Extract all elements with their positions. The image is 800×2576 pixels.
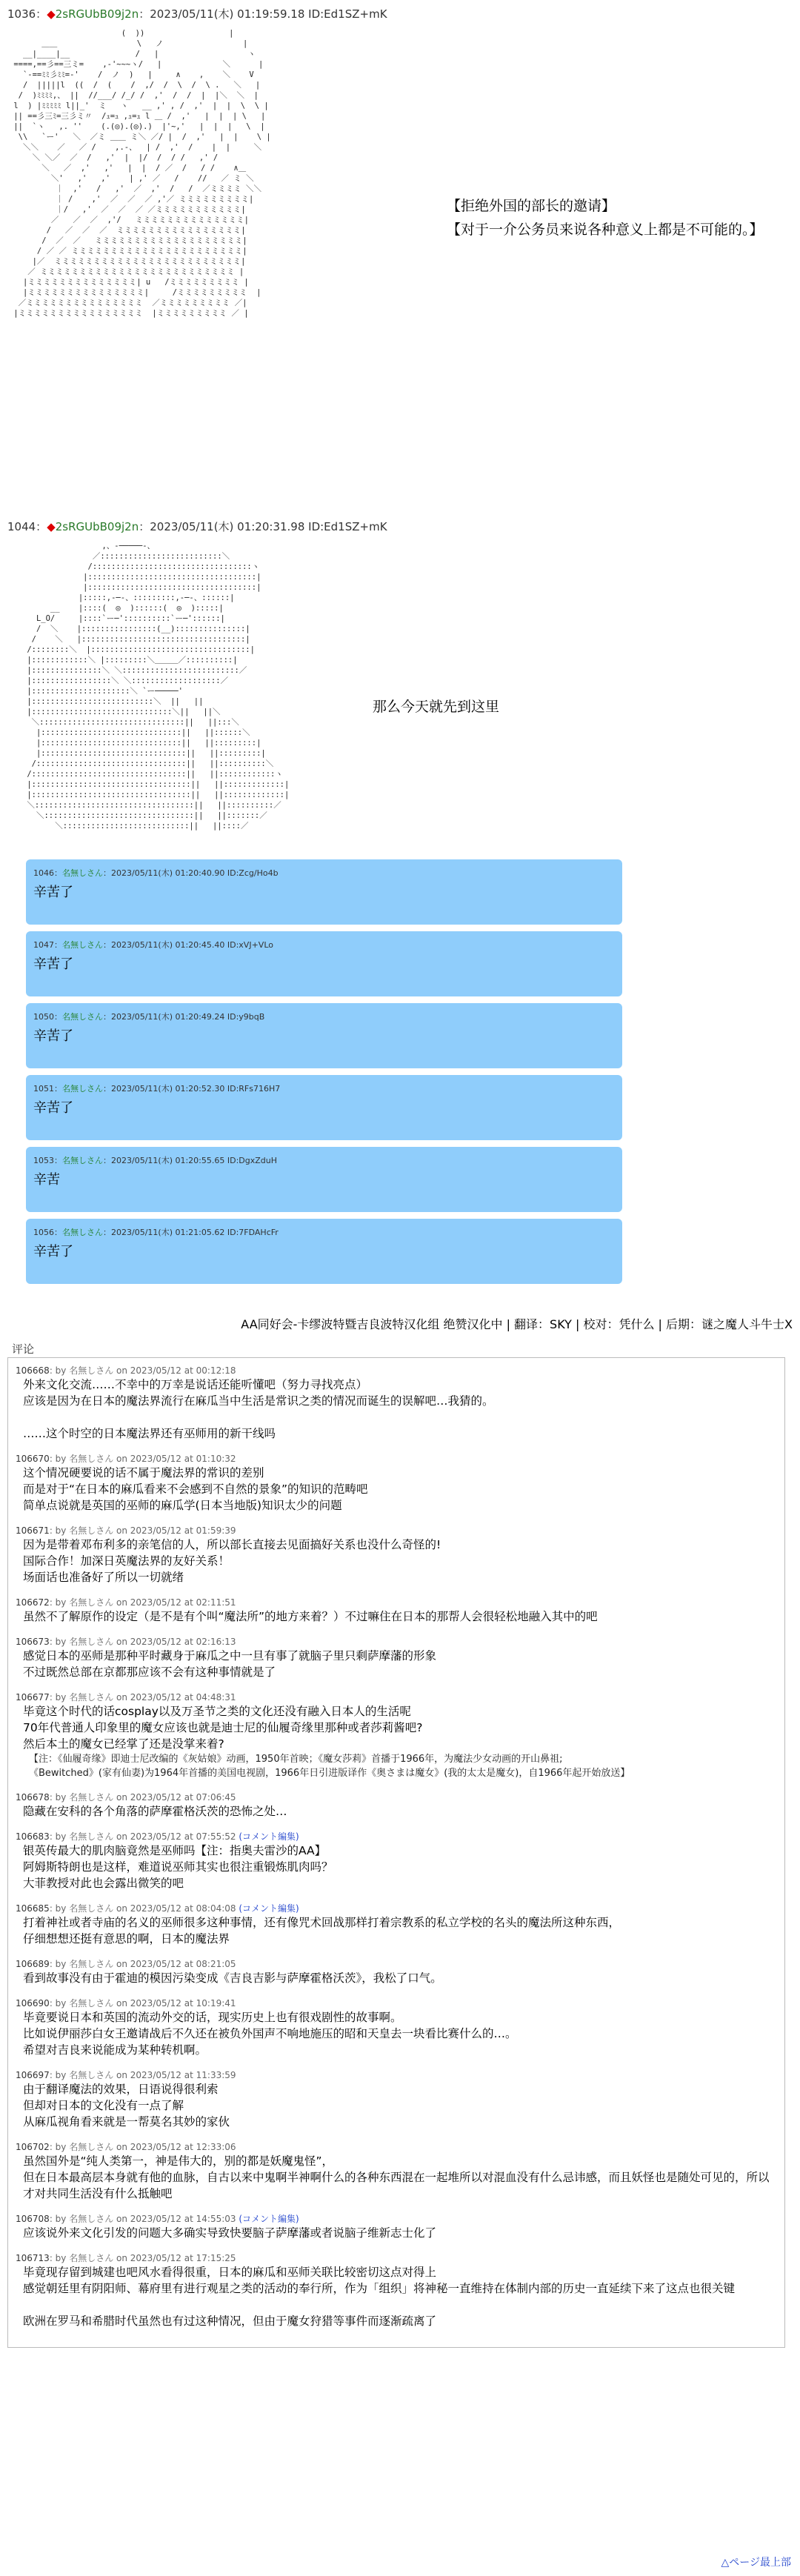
- reply-meta: [33, 1226, 279, 1238]
- reply-info: ：2023/05/11(木) 01:20:45.40 ID:xVJ+VLo: [103, 940, 273, 950]
- comment-text: 虽然国外是“纯人类第一，神是伟大的，别的都是妖魔鬼怪”， 但在日本最高层本身就有他的血脉，自古以来中鬼啊半神啊什么的各种东西混在一起堆所以对混血没有什么忌讳感，而且妖怪也是随处可见的，所以才对共同生活没有什么抵触吧: [23, 2154, 770, 2200]
- comment-id[interactable]: 106689: [16, 1959, 50, 1969]
- comment-author-date: : by 名無しさん on 2023/05/12 at 02:11:51: [49, 1597, 236, 1608]
- comment-header: [16, 1635, 776, 1648]
- comment-body: [16, 1648, 776, 1680]
- comment-item: [16, 1791, 776, 1820]
- reply-text: 辛苦了: [33, 956, 73, 972]
- comment-header: [16, 2251, 776, 2264]
- post-info: ：2023/05/11(木) 01:19:59.18 ID:Ed1SZ+mK: [139, 7, 387, 21]
- reply-text: 辛苦了: [33, 1100, 73, 1116]
- trip-code: 2sRGUbB09j2n: [55, 520, 139, 533]
- reply-number[interactable]: 1053：: [33, 1156, 62, 1165]
- comment-header: [16, 2069, 776, 2081]
- ascii-art-character: ,、-─────-、 ／::::::::::::::::::::::::::＼ /::::::::::::::::::::::::::::::::::ヽ |::::::::::::::::::::::::::::::::::::| |::::::::::::::::::::::::::::::::::::| |:::::,-─-、:::::::::,-─-、::::::| __ |::::( ◎ )::::::( ◎ ):::::| L_O/ |::::`ー─'::::::::::`ー─'::::::| / ＼ |::::::::::::::::(__):::::::::::::::| / ＼ |:::::::::::::::::::::::::::::::::::| /::::::::＼ |::::::::::::::::::::::::::::::::::| |::::::::::::＼ |:::::::::＼＿＿＿／::::::::::| |:::::::::::::::＼ ＼:::::::::::::::::::::::::／ |:::::::::::::::::＼ ＼:::::::::::::::::::／ |:::::::::::::::::::::＼ `ー─────' |::::::::::::::::::::::::::＼ || || |::::::::::::::::::::::::::::::＼|| ||＼ ＼:::::::::::::::::::::::::::::::|| ||:::＼ |::::::::::::::::::::::::::::::|| ||::::::＼ |::::::::::::::::::::::::::::::|| ||:::::::::| |:::::::::::::::::::::::::::::::|| ||:::::::::| /::::::::::::::::::::::::::::::::|| ||::::::::::＼ /:::::::::::::::::::::::::::::::::|| ||::::::::::::ヽ |::::::::::::::::::::::::::::::::::|| ||:::::::::::::| |::::::::::::::::::::::::::::::::::|| ||:::::::::::::| ＼::::::::::::::::::::::::::::::::::|| ||::::::::::／ ＼::::::::::::::::::::::::::::::::|| ||:::::::／ ＼:::::::::::::::::::::::::::|| ||::::／: [27, 542, 290, 831]
- comment-body: [16, 1537, 776, 1585]
- translation-credits: AA同好会-卡缪波特暨吉良波特汉化组 绝赞汉化中 | 翻译：SKY | 校对：凭什么 | 后期：谜之魔人斗牛士X: [241, 1317, 793, 1331]
- comment-id[interactable]: 106683: [16, 1831, 50, 1842]
- comment-item: [16, 2140, 776, 2202]
- reply-name: 名無しさん: [62, 868, 103, 878]
- comment-item: [16, 2069, 776, 2130]
- comment-id[interactable]: 106677: [16, 1692, 50, 1703]
- reply-meta: [33, 1011, 264, 1022]
- caption-line: 【对于一介公务员来说各种意义上都是不可能的。】: [447, 222, 764, 238]
- comment-text: 毕竟现存留到城建也吧风水看得很重，日本的麻瓜和巫师关联比较密切这点对得上 感觉朝廷里有阴阳师、幕府里有进行观星之类的活动的奉行所，作为「组织」将神秘一直维持在体制内部的历史一直延续下来了这点也很关键 欧洲在罗马和希腊时代虽然也有过这种情况，但由于魔女狩猎等事件而逐渐疏离了: [23, 2266, 736, 2328]
- reply-name: 名無しさん: [62, 1228, 103, 1237]
- comment-item: [16, 2212, 776, 2241]
- comment-author-date: : by 名無しさん on 2023/05/12 at 00:12:18: [49, 1365, 236, 1376]
- comment-header: [16, 1452, 776, 1465]
- comment-body: [16, 2225, 776, 2241]
- comment-body: [16, 1377, 776, 1442]
- post-info: ：2023/05/11(木) 01:20:31.98 ID:Ed1SZ+mK: [139, 520, 387, 533]
- comment-item: [16, 1957, 776, 1986]
- reply-name: 名無しさん: [62, 1084, 103, 1094]
- comment-header: [16, 2212, 776, 2225]
- comment-header: [16, 1364, 776, 1377]
- reply-bubble: [26, 859, 622, 925]
- comment-item: [16, 1452, 776, 1514]
- comment-item: [16, 1691, 776, 1780]
- comment-text: 应该说外来文化引发的问题大多确实导致快要脑子萨摩藩或者说脑子维新志士化了: [23, 2226, 437, 2240]
- post-number[interactable]: 1036：: [7, 7, 47, 21]
- comment-author-date: : by 名無しさん on 2023/05/12 at 12:33:06: [49, 2142, 236, 2152]
- comment-header: [16, 2140, 776, 2153]
- comment-body: [16, 2081, 776, 2130]
- comment-author-date: : by 名無しさん on 2023/05/12 at 08:04:08: [49, 1903, 236, 1914]
- comment-item: [16, 1635, 776, 1680]
- comment-id[interactable]: 106671: [16, 1525, 50, 1536]
- comment-header: [16, 1902, 776, 1914]
- comment-id[interactable]: 106697: [16, 2070, 50, 2080]
- comment-text: 毕竟这个时代的话cosplay以及万圣节之类的文化还没有融入日本人的生活呢 70年代普通人印象里的魔女应该也就是迪士尼的仙履奇缘里那种或者莎莉酱吧? 然后本土的魔女已经掌了还是没掌来着?: [23, 1705, 423, 1751]
- trip-code: 2sRGUbB09j2n: [55, 7, 139, 21]
- comments-title: 评论: [12, 1342, 35, 1356]
- comment-text: 虽然不了解原作的设定（是不是有个叫“魔法所”的地方来着？）不过嘛住在日本的那帮人会很轻松地融入其中的吧: [23, 1610, 598, 1623]
- trip-diamond-icon: ◆: [47, 520, 56, 533]
- reply-name: 名無しさん: [62, 1012, 103, 1022]
- comment-text: 感觉日本的巫师是那种平时藏身于麻瓜之中一旦有事了就脑子里只剩萨摩藩的形象 不过既然总部在京都那应该不会有这种事情就是了: [23, 1649, 437, 1679]
- comment-item: [16, 1596, 776, 1625]
- comment-header: [16, 1691, 776, 1703]
- comment-item: [16, 1524, 776, 1585]
- reply-bubble: [26, 1003, 622, 1068]
- comment-text: 隐藏在安科的各个角落的萨摩霍格沃茨的恐怖之处…: [23, 1805, 287, 1818]
- caption-line: 【拒绝外国的部长的邀请】: [447, 198, 616, 214]
- comment-id[interactable]: 106708: [16, 2214, 50, 2224]
- reply-meta: [33, 1082, 280, 1094]
- comment-text: 打着神社或者寺庙的名义的巫师很多这种事情，还有像咒术回战那样打着宗教系的私立学校的名头的魔法所这种东西， 仔细想想还挺有意思的啊，日本的魔法界: [23, 1916, 621, 1946]
- comment-id[interactable]: 106670: [16, 1454, 50, 1464]
- comment-text: 这个情况硬要说的话不属于魔法界的常识的差别 而是对于“在日本的麻瓜看来不会感到不自然的景象”的知识的范畴吧 简单点说就是英国的巫师的麻瓜学(日本当地版)知识太少的问题: [23, 1466, 368, 1512]
- comments-section: [7, 1341, 785, 2348]
- reply-text: 辛苦了: [33, 885, 73, 900]
- reply-text: 辛苦了: [33, 1028, 73, 1044]
- reply-info: ：2023/05/11(木) 01:20:55.65 ID:DgxZduH: [103, 1156, 278, 1165]
- comment-body: [16, 1843, 776, 1891]
- reply-bubble: [26, 931, 622, 996]
- comment-body: [16, 1803, 776, 1820]
- reply-info: ：2023/05/11(木) 01:21:05.62 ID:7FDAHcFr: [103, 1228, 279, 1237]
- reply-meta: [33, 939, 273, 951]
- comment-body: [16, 2009, 776, 2058]
- post-caption: [447, 194, 764, 242]
- comment-id[interactable]: 106690: [16, 1998, 50, 2008]
- comment-id[interactable]: 106668: [16, 1365, 50, 1376]
- comment-item: [16, 1364, 776, 1442]
- comment-header: [16, 1596, 776, 1608]
- reply-name: 名無しさん: [62, 940, 103, 950]
- ascii-art-character: ( )) | ＿＿ \ ノ | __|____|__ / | ヽ ====,==彡==三ミ= ,-'~~~ヽ/ | ＼ | `-==ﾐﾐ彡ﾐﾐ=-' / ノ ) | ∧ , ＼ V / |||||l (( / ( / ,/ / \ / \ . ＼ | / )ﾐﾐﾐﾐ,、 || //___/ /_/ / ,' / / | |＼ ＼ | l ) |ﾐﾐﾐﾐﾐ l||_' ミ ヽ __ ,' , / ,' | | \ \ | || ==彡三ﾐ=三彡ミ〃 /ｭ=ｭ ,ｭ=ｭ l ＿ / ,' | | | \ | || `ヽ ,. '' (.(◎).(◎).) |'~,' | | | \ | \\ `ー' ＼ ／ミ ＿＿ ミ＼ ／/ | / ,' | | \ | ＼＼ ／ ／ / ,.-、 | / ,' / | | ＼ ＼ ＼／ ／ / ,' | |/ / / / ,' / ＼ ／ ,' ,' | | / ／ / / / ∧＿ ＼' ,' ,' | ,' ／ / // ／ ミ ＼ ｜ ,' / ,' ／ ,' / / ／ミミミミ ＼＼ ｜ / ,' ／ ／ ／ ,'／ ミミミミミミミミミ| ｜/ ,' ／ ／ ／ ／ミミミミミミミミミミミ| ／ ／ ／ ,'/ ミミミミミミミミミミミミミミ| / ／ ／ ／ ミミミミミミミミミミミミミミミミ| / ／ ／ ミミミミミミミミミミミミミミミミミミミ| / ／ ／ ミミミミミミミミミミミミミミミミミミミミミミ| |／ ミミミミミミミミミミミミミミミミミミミミミミミミ| ／ ミミミミミミミミミミミミミミミミミミミミミミミミミ | |ミミミミミミミミミミミミミミ| u /ミミミミミミミミミ | |ミミミミミミミミミミミミミミミ| /ミミミミミミミミミ | ／ミミミミミミミミミミミミミミミ ／ミミミミミミミミミ ／| |ミミミミミミミミミミミミミミミミ |ミミミミミミミミミ ／ |: [13, 29, 271, 318]
- comment-text: 看到故事没有由于霍迪的模因污染变成《吉良吉影与萨摩霍格沃茨》，我松了口气。: [23, 1971, 442, 1985]
- comment-text: 银英传最大的肌肉脑竟然是巫师吗【注：指奥夫雷沙的AA】 阿姆斯特朗也是这样，难道说巫师其实也很注重锻炼肌肉吗？ 大菲教授对此也会露出微笑的吧: [23, 1844, 333, 1890]
- comment-author-date: : by 名無しさん on 2023/05/12 at 10:19:41: [49, 1998, 236, 2008]
- reply-bubble: [26, 1147, 622, 1212]
- comment-id[interactable]: 106685: [16, 1903, 50, 1914]
- reply-number[interactable]: 1047：: [33, 940, 62, 950]
- comment-text: 因为是带着邓布利多的亲笔信的人，所以部长直接去见面搞好关系也没什么奇怪的! 国际合作！加深日英魔法界的友好关系！ 场面话也准备好了所以一切就绪: [23, 1538, 441, 1584]
- comment-body: [16, 2153, 776, 2202]
- post-header: [7, 519, 387, 534]
- comment-header: [16, 1791, 776, 1803]
- comment-body: [16, 2264, 776, 2329]
- comment-id[interactable]: 106702: [16, 2142, 50, 2152]
- reply-info: ：2023/05/11(木) 01:20:49.24 ID:y9bqB: [103, 1012, 265, 1022]
- comment-author-date: : by 名無しさん on 2023/05/12 at 17:15:25: [49, 2253, 236, 2263]
- post-header: [7, 6, 387, 21]
- reply-number[interactable]: 1056：: [33, 1228, 62, 1237]
- trip-diamond-icon: ◆: [47, 7, 56, 21]
- comment-item: [16, 1997, 776, 2058]
- comment-item: [16, 1902, 776, 1947]
- comment-author-date: : by 名無しさん on 2023/05/12 at 02:16:13: [49, 1637, 236, 1647]
- reply-bubble: [26, 1075, 622, 1140]
- comment-body: [16, 1914, 776, 1947]
- comment-author-date: : by 名無しさん on 2023/05/12 at 11:33:59: [49, 2070, 236, 2080]
- comment-text: 毕竟要说日本和英国的流动外交的话，现实历史上也有很戏剧性的故事啊。 比如说伊丽莎白女王邀请战后不久还在被负外国声不响地施压的昭和天皇去一块看比赛什么的…。 希望对吉良来说能成为某种转机啊。: [23, 2011, 517, 2057]
- comment-author-date: : by 名無しさん on 2023/05/12 at 08:21:05: [49, 1959, 236, 1969]
- reply-info: ：2023/05/11(木) 01:20:52.30 ID:RFs716H7: [103, 1084, 281, 1094]
- comment-header: [16, 1957, 776, 1970]
- comment-body: [16, 1465, 776, 1514]
- reply-meta: [33, 1154, 277, 1166]
- comment-author-date: : by 名無しさん on 2023/05/12 at 07:06:45: [49, 1792, 236, 1803]
- comment-text: 由于翻译魔法的效果，日语说得很利索 但却对日本的文化没有一点了解 从麻瓜视角看来就是一帮莫名其妙的家伙: [23, 2083, 230, 2129]
- comment-text: 外来文化交流……不幸中的万幸是说话还能听懂吧（努力寻找亮点） 应该是因为在日本的魔法界流行在麻瓜当中生活是常识之类的情况而诞生的误解吧…我猜的。 ……这个时空的日本魔法界还有巫师用的新干线吗: [23, 1378, 494, 1440]
- comment-id[interactable]: 106672: [16, 1597, 50, 1608]
- comment-author-date: : by 名無しさん on 2023/05/12 at 14:55:03: [49, 2214, 236, 2224]
- comment-header: [16, 1524, 776, 1537]
- reply-number[interactable]: 1051：: [33, 1084, 62, 1094]
- comment-author-date: : by 名無しさん on 2023/05/12 at 01:10:32: [49, 1454, 236, 1464]
- comment-author-date: : by 名無しさん on 2023/05/12 at 04:48:31: [49, 1692, 236, 1703]
- reply-text: 辛苦了: [33, 1244, 73, 1259]
- comment-author-date: : by 名無しさん on 2023/05/12 at 07:55:52: [49, 1831, 236, 1842]
- comment-item: [16, 2251, 776, 2329]
- comment-edit-link[interactable]: (コメント編集): [239, 1903, 299, 1914]
- back-to-top-link[interactable]: △ページ最上部: [721, 2557, 791, 2569]
- reply-info: ：2023/05/11(木) 01:20:40.90 ID:Zcg/Ho4b: [103, 868, 279, 878]
- comment-body: [16, 1970, 776, 1986]
- comment-body: [16, 1703, 776, 1780]
- reply-text: 辛苦: [33, 1172, 60, 1188]
- reply-name: 名無しさん: [62, 1156, 103, 1165]
- comment-id[interactable]: 106673: [16, 1637, 50, 1647]
- comment-edit-link[interactable]: (コメント編集): [239, 2214, 299, 2224]
- comments-list: [7, 1357, 785, 2348]
- comment-author-date: : by 名無しさん on 2023/05/12 at 01:59:39: [49, 1525, 236, 1536]
- comment-header: [16, 1830, 776, 1843]
- comment-item: [16, 1830, 776, 1891]
- comment-note: 【注：《仙履奇缘》即迪士尼改编的《灰姑娘》动画，1950年首映；《魔女莎莉》首播于1966年，为魔法少女动画的开山鼻祖; 《Bewitched》(家有仙妻)为1964年首播的美国电视剧，1966年日引进版译作《奥さまは魔女》(我的太太是魔女)，自1966年起开始放送】: [29, 1754, 630, 1779]
- post-caption: [373, 695, 499, 719]
- post-number[interactable]: 1044：: [7, 520, 47, 533]
- caption-line: 那么今天就先到这里: [373, 699, 500, 715]
- reply-number[interactable]: 1050：: [33, 1012, 62, 1022]
- comment-id[interactable]: 106678: [16, 1792, 50, 1803]
- comment-edit-link[interactable]: (コメント編集): [239, 1831, 299, 1842]
- comment-header: [16, 1997, 776, 2009]
- reply-meta: [33, 867, 279, 879]
- comment-body: [16, 1608, 776, 1625]
- reply-bubble: [26, 1219, 622, 1284]
- reply-number[interactable]: 1046：: [33, 868, 62, 878]
- comment-id[interactable]: 106713: [16, 2253, 50, 2263]
